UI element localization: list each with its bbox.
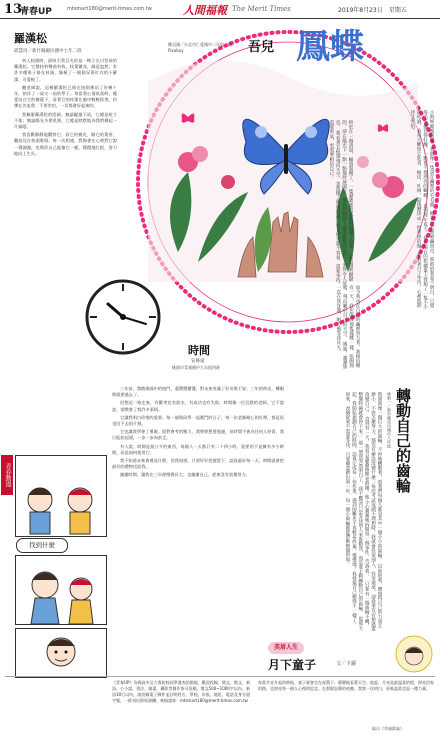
article2-para: 終於在一個清晨，蛹殼裂開了，一隻濕漉漉的鳳蝶慢慢爬了出來。它的翅膀皺皺的，卻在陽光下一點一點地舒展開來，黑色的翅膀上綴著藍色的光芒，美得令人屏息。	[335, 120, 353, 286]
article1-title: 羅漢松	[14, 32, 47, 45]
article4-para: 我不知道未來會遇見什麼，但我知道，只要好好把握當下，認真過好每一天，時間就會把最好的禮物送給我。	[112, 458, 284, 470]
footer-divider	[5, 676, 435, 677]
article2-body-lower	[190, 285, 360, 370]
issue-date: 2019年8月23日 星期五	[338, 7, 407, 14]
footer-notice: 《青春UP》為國高中及大專院校同學發表的園地，歡迎投稿，徵文、散文、新詩、小小說、書法、繪畫、攝影等創作皆可投稿，散文500~1000字以內，新詩30行以內，請投稿電子郵件並註明姓名、學校、年級、地址、電話及身分證字號，一經刊出即致薄酬，來稿請寄：mtsmart180@merit-times.com.tw	[112, 680, 250, 703]
article4-byline: 安修遠	[191, 359, 205, 364]
column-tag: 美眉人生	[268, 642, 304, 654]
clock-icon	[84, 278, 162, 356]
article4-para: 它也讓我學會了勇敢。面對會考的壓力，我曾經想要逃避，但時間不會為任何人停留，我只能抬起頭，一步一步向前走。	[112, 429, 284, 441]
column-source: 取自《幸福節氣》	[372, 726, 404, 731]
article2-title-big-text: 鳳蝶	[296, 27, 364, 67]
article4-para: 謝謝時間，讓我在三年裡慢慢長大；也謝謝自己，從來沒有放棄努力。	[120, 472, 250, 478]
column-body: 每當月亮升起的時候，童子就會坐在屋簷下，靜靜地看著天空。他說，月亮是最溫柔的燈，照亮回家的路，也照亮每一個人心裡的思念。在那個安靜的夜晚，我第一次明白，原來溫柔也是一種力量。	[258, 680, 434, 691]
comic-panel-3	[15, 628, 107, 678]
article2-para: 直到那年夏天，我在陽台的柑橘葉上發現了一隻小小的幼蟲，我每天觀察它進食、蛻皮、吐絲，最後懸掛成一枚翠綠的蛹。我數著日子等待，心裡既期待又害怕。	[409, 110, 428, 310]
newspaper-logo-en: The Merit Times	[232, 5, 291, 13]
article4-para: 回想這一路走來，有歡笑也有淚水，有成功也有失敗。時間像一位沉默的老師，它不說話，卻教會了我許多事情。	[112, 400, 284, 412]
comic-character-icon	[47, 638, 75, 666]
header-email[interactable]: mtsmart180@merit-times.com.tw	[67, 6, 152, 12]
section-title: 青春UP	[20, 7, 52, 17]
article4-para: 它讓我明白珍惜的重要。每一個與同學一起奮鬥的日子，每一次老師耐心的叮嚀，都是再也回不去的片刻。	[112, 414, 284, 427]
column-byline: 文／卡蘿	[336, 661, 357, 667]
article3-body	[292, 392, 382, 632]
article4-title: 時間	[188, 344, 210, 357]
article1-para: 初入校園時，最吸引我目光的是一棵立在川堂前的羅漢松。它整枝幹彎曲有致，枝葉繁茂，綠意盎然；有許多種果子掛在枝頭，像極了一個個穿著紅衣的小羅漢，可愛極了。	[14, 58, 117, 82]
article2-para: 我看著它振翅飛向天空，忽然懂了媽媽的話。成長從來都不容易，需要等待，需要勇氣，更需要相信自己。	[328, 120, 341, 288]
moon-child-icon	[394, 634, 434, 674]
article4-school: 桃園市青溪國中九年級四班	[172, 365, 220, 370]
newspaper-logo: 人間福報	[183, 4, 227, 17]
comic-panel-1	[15, 455, 107, 537]
article1-para: 我喜歡靜靜地觀察它，看它的樹皮，聞它的葉香，聽鳥兒在枝頭歌唱。每一次相遇，我都會在心裡對它說一聲謝謝，也期許自己能像它一樣，穩穩地扎根，努力地向上生長。	[14, 132, 117, 156]
article1-para: 我佩服羅漢松的堅韌，無論颳風下雨，它總是屹立不搖；無論陽光多麼炙熱，它總是默默地為我們撐起一片綠蔭。	[14, 111, 117, 130]
comic-side-tag: 青春動漫	[1, 455, 13, 495]
article2-body-mid	[245, 120, 353, 290]
article2-para: 媽媽，謝謝妳一直在我身邊，耐心地等我長大。	[335, 285, 348, 370]
article3-para: 從那天起，我開始規劃自己的時間，認真完成每一份作業，遇到困難也不再輕易放棄。慢慢地，我發現自己變得不一樣了。	[351, 392, 363, 631]
article2-para: 小時候媽媽常說，我就像一隻還在繭裡的毛毛蟲，總有一天會破繭而出。那時的我並不明白，只覺得毛毛蟲長得好醜，一點也不像漂亮的蝴蝶。	[422, 110, 434, 308]
article2-body-right	[364, 110, 434, 310]
article2-title-small: 吾兒	[248, 40, 275, 55]
article4-body	[112, 386, 284, 634]
article3-title-line1: 轉動	[394, 388, 412, 418]
article3-para: 以前的我，總覺得自己的力量太渺小，不管怎麼努力，都沒有辦法改變什麼；每次考試成績不理想時，我就會怪罪別人，怪罪環境，卻從來沒有想過要改變自己。	[364, 392, 382, 632]
page-number: 13	[4, 2, 23, 17]
article4-para: 有人說，時間是最公平的東西，每個人一天都只有二十四小時。重要的不是擁有多少時間，而是如何使用它。	[112, 443, 284, 455]
comic-panel-2	[15, 555, 107, 625]
column-title: 月下童子	[268, 658, 317, 672]
article3-para: 時間就像一個巨大的齒輪，不停地轉動著，而我們每個人都是其中一個小小的齒輪。	[377, 392, 382, 563]
speech-bubble: 找到什麼	[16, 538, 68, 553]
article4-para: 三年前，我踏進國中的校門，還懵懵懂懂，對未來充滿了好奇與不安。三年的時光，轉眼間就要過去了。	[112, 386, 284, 398]
article3-byline: 林新一／新竹縣成功國中八年級	[387, 392, 392, 448]
article3-title-line2: 自己的齒輪	[394, 418, 412, 493]
article3-title	[394, 388, 412, 493]
article2-byline: 鄭羽涵／台北市仁愛國中二年級 圖／Pixabay	[168, 42, 236, 53]
article1-para: 聽老師說，這棵羅漢松已經在校園裡站了好幾十年，陪伴了一屆又一屆的學子。每當我心情低落時，總愛站在它的樹蔭下，看著它的枝葉在風中輕輕搖曳，彷彿在告訴我：不要害怕，一切都會好起來的。	[14, 84, 117, 109]
article3-para: 原來，改變從來不需要等待，只要願意踏出第一步，每一個小齒輪都能帶動整個世界。	[344, 392, 350, 567]
article3-para: 直到有一天，我看見爺爺修理老時鐘。他小心翼翼地拆開每一個零件，告訴我：「只要有一個齒輪不轉，整個時鐘就會停下來。」那一刻我突然明白了，我不應該只是等待別人來推動我，而是要主動轉動自己的齒輪。	[357, 392, 370, 629]
article2-title-big	[296, 27, 364, 67]
article1-byline: 邱慧涓／新竹縣錦民國中七年二班	[14, 49, 82, 54]
article2-para: 如今我也在自己的繭裡努力著，我相信總有一天，我也能像那隻鳳蝶一樣，張開翅膀，飛向屬於自己的天空。	[342, 285, 360, 368]
